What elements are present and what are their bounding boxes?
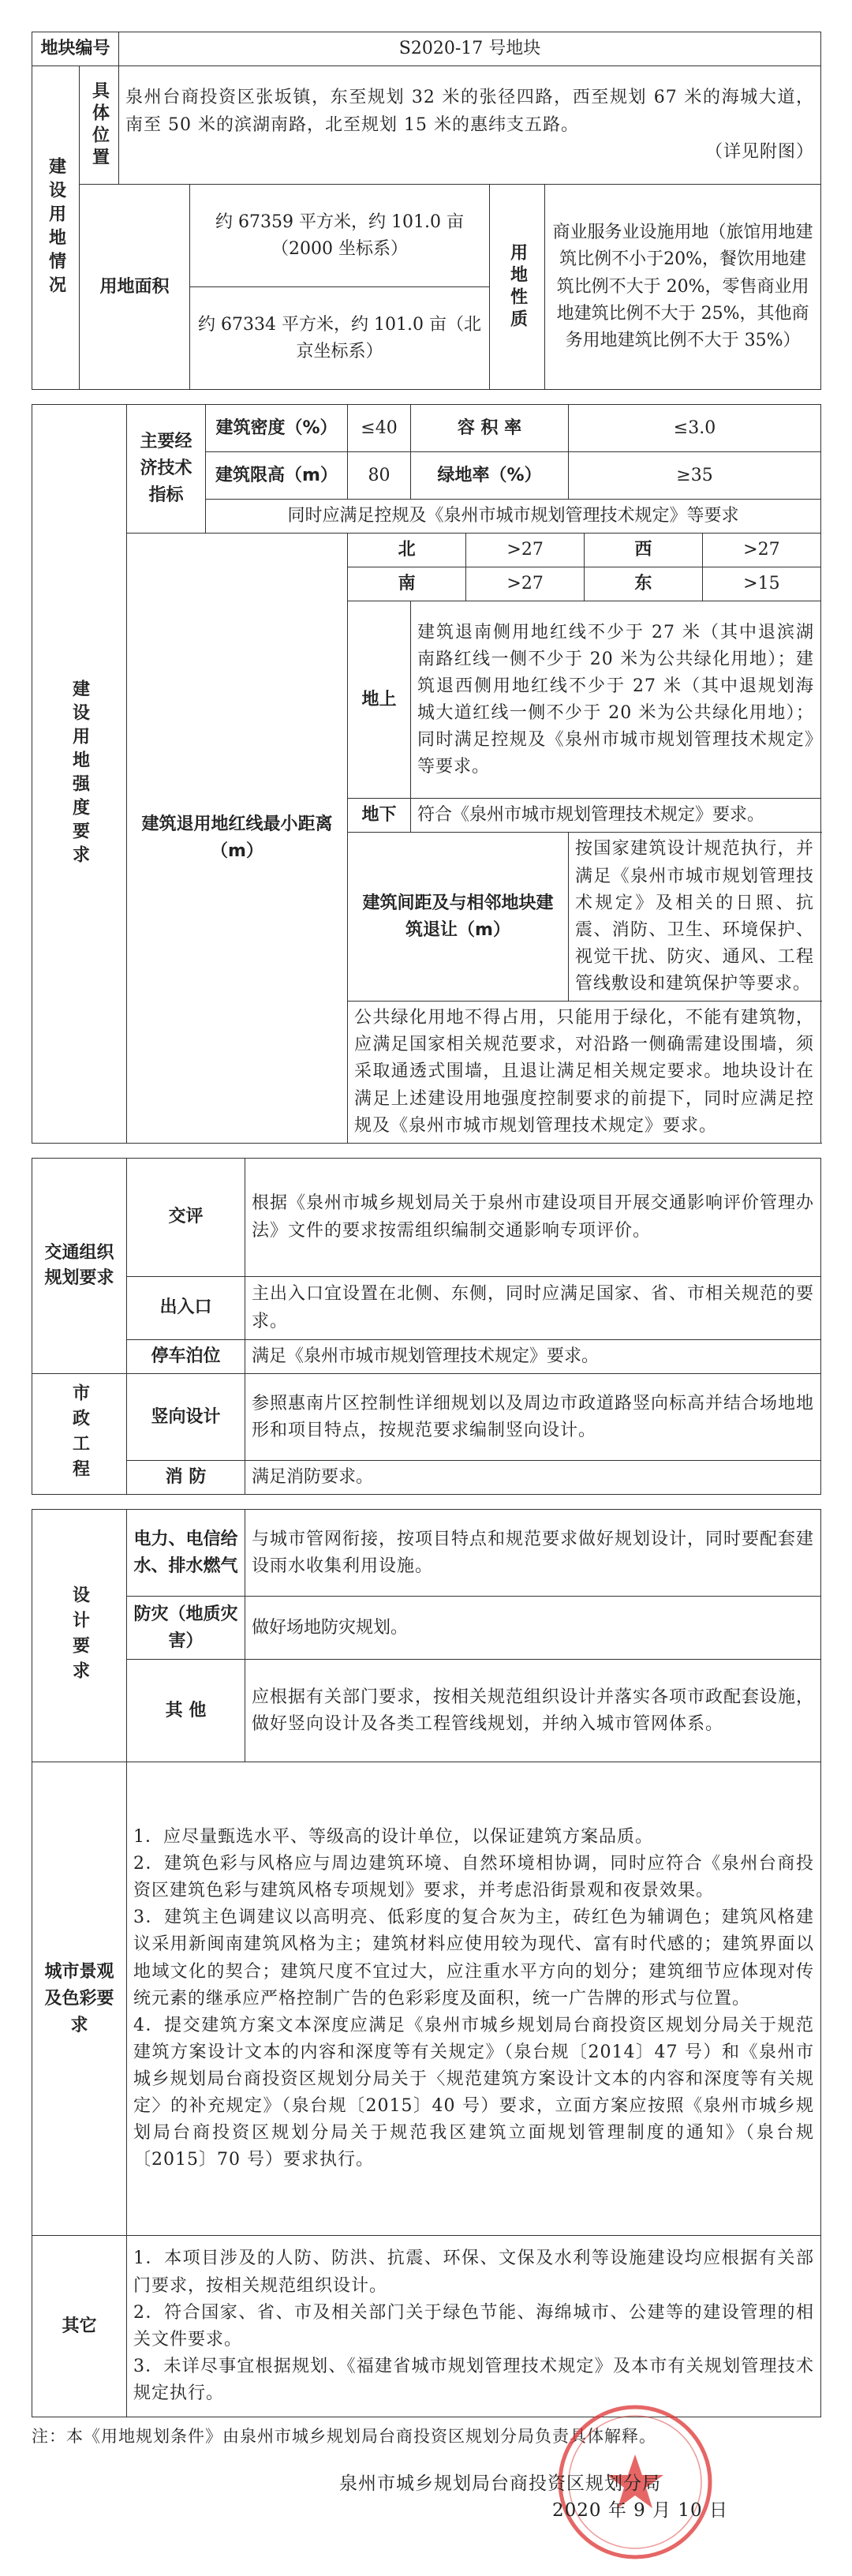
dir-west: 西 [585, 534, 703, 567]
other-design-label: 其 他 [127, 1660, 245, 1762]
eval-label: 交评 [127, 1159, 245, 1277]
location-text: 泉州台商投资区张坂镇，东至规划 32 米的张径四路，西至规划 67 米的海城大道，南至 50 米的滨湖南路，北至规划 15 米的惠纬支五路。 [125, 88, 815, 135]
disaster-text: 做好场地防灾规划。 [245, 1597, 821, 1660]
density-value: ≤40 [348, 405, 411, 452]
location-label: 具体位置 [80, 66, 119, 185]
signature-date: 2020 年 9 月 10 日 [552, 2500, 728, 2521]
municipal-section-label: 市政工程 [32, 1374, 127, 1495]
traffic-municipal-table [32, 1158, 821, 1495]
far-label: 容 积 率 [411, 405, 569, 452]
other-item: 2．符合国家、省、市及相关部门关于绿色节能、海绵城市、公建等的建设管理的相关文件要求。 [133, 2302, 814, 2349]
nature-label: 用地性质 [490, 185, 545, 390]
entrance-text: 主出入口宜设置在北侧、东侧，同时应满足国家、省、市相关规范的要求。 [245, 1277, 821, 1340]
econ-label: 主要经济技术指标 [127, 405, 206, 534]
above-text: 建筑退南侧用地红线不少于 27 米（其中退滨湖南路红线一侧不少于 20 米为公共绿化用地）；建筑退西侧用地红线不少于 27 米（其中退规划海城大道红线一侧不少于 20 米为公共绿化用地）；同时满足控规及《泉州市城市规划管理技术规定》等要求。 [411, 601, 821, 799]
area-label: 用地面积 [80, 185, 190, 390]
val-east: >15 [702, 567, 820, 601]
design-table [32, 1509, 821, 2417]
below-text: 符合《泉州市城市规划管理技术规定》要求。 [411, 799, 821, 833]
above-label: 地上 [348, 601, 411, 799]
utility-label: 电力、电信给水、排水燃气 [127, 1510, 245, 1597]
vertical-label: 竖向设计 [127, 1374, 245, 1461]
dir-north: 北 [348, 534, 466, 567]
intensity-table [32, 404, 821, 1144]
val-west: >27 [702, 534, 820, 567]
landscape-item: 1．应尽量甄选水平、等级高的设计单位，以保证建筑方案品质。 [133, 1827, 653, 1848]
height-label: 建筑限高（m） [206, 452, 348, 500]
site-section-label: 建设用地情况 [32, 66, 80, 390]
other-item: 1．本项目涉及的人防、防洪、抗震、环保、文保及水利等设施建设均应根据有关部门要求，按相关规范组织设计。 [133, 2248, 814, 2296]
block-value: S2020-17 号地块 [119, 32, 821, 66]
area-2000: 约 67359 平方米，约 101.0 亩（2000 坐标系） [190, 185, 490, 287]
spacing-label: 建筑间距及与相邻地块建筑退让（m） [348, 833, 569, 1002]
utility-text: 与城市管网衔接，按项目特点和规范要求做好规划设计，同时要配套建设雨水收集利用设施。 [245, 1510, 821, 1597]
green-label: 绿地率（%） [411, 452, 569, 500]
landscape-item: 2．建筑色彩与风格应与周边建筑环境、自然环境相协调，同时应符合《泉州台商投资区建筑色彩与建筑风格专项规划》要求，并考虑沿街景观和夜景效果。 [133, 1854, 814, 1901]
far-value: ≤3.0 [569, 405, 821, 452]
landscape-label: 城市景观及色彩要求 [32, 1762, 127, 2236]
spacing-text: 按国家建筑设计规范执行，并满足《泉州市城市规划管理技术规定》及相关的日照、抗震、消防、卫生、环境保护、视觉干扰、防灾、通风、工程管线敷设和建筑保护等要求。 [569, 833, 821, 1002]
landscape-item: 3．建筑主色调建议以高明亮、低彩度的复合灰为主，砖红色为辅调色；建筑风格建议采用新闽南建筑风格为主；建筑材料应使用较为现代、富有时代感的；建筑界面以地域文化的契合；建筑尺度不宜过大，应注重水平方向的划分；建筑细节应体现对传统元素的继承应严格控制广告的色彩彩度及面积，统一广告牌的形式与位置。 [133, 1908, 814, 2009]
parking-text: 满足《泉州市城市规划管理技术规定》要求。 [245, 1340, 821, 1374]
traffic-section-label: 交通组织规划要求 [32, 1159, 127, 1374]
fire-text: 满足消防要求。 [245, 1461, 821, 1495]
setback-direction-grid [348, 534, 820, 601]
footnote: 注：本《用地规划条件》由泉州市城乡规划局台商投资区规划分局负责具体解释。 [32, 2427, 656, 2447]
signature-org: 泉州市城乡规划局台商投资区规划分局 [339, 2473, 661, 2494]
location-note: （详见附图） [705, 141, 815, 162]
density-label: 建筑密度（%） [206, 405, 348, 452]
fire-label: 消 防 [127, 1461, 245, 1495]
val-south: >27 [466, 567, 585, 601]
econ-note: 同时应满足控规及《泉州市城市规划管理技术规定》等要求 [206, 500, 821, 534]
vertical-text: 参照惠南片区控制性详细规划以及周边市政道路竖向标高并结合场地地形和项目特点，按规范要求编制竖向设计。 [245, 1374, 821, 1461]
intensity-section-label: 建设用地强度要求 [32, 405, 127, 1144]
disaster-label: 防灾（地质灾害） [127, 1597, 245, 1660]
below-label: 地下 [348, 799, 411, 833]
other-design-text: 应根据有关部门要求，按相关规范组织设计并落实各项市政配套设施，做好竖向设计及各类工程管线规划，并纳入城市管网体系。 [245, 1660, 821, 1762]
eval-text: 根据《泉州市城乡规划局关于泉州市建设项目开展交通影响评价管理办法》文件的要求按需组织编制交通影响专项评价。 [245, 1159, 821, 1277]
setback-label: 建筑退用地红线最小距离（m） [127, 534, 348, 1144]
site-table [32, 32, 821, 390]
nature-text: 商业服务业设施用地（旅馆用地建筑比例不小于20%，餐饮用地建筑比例不大于 20%，零售商业用地建筑比例不大于 25%，其他商务用地建筑比例不大于 35%） [545, 185, 821, 390]
entrance-label: 出入口 [127, 1277, 245, 1340]
landscape-item: 4．提交建筑方案文本深度应满足《泉州市城乡规划局台商投资区规划分局关于规范建筑方案设计文本的内容和深度等有关规定》（泉台规〔2014〕47 号）和《泉州市城乡规划局台商投资区规划分局关于〈规范建筑方案设计文本的内容和深度等有关规定〉的补充规定》（泉台规〔2015〕40 号）要求，立面方案应按照《泉州市城乡规划局台商投资区规划分局关于规范我区建筑立面规划管理制度的通知》（泉台规〔2015〕70 号）要求执行。 [133, 2015, 814, 2170]
block-label: 地块编号 [32, 32, 119, 66]
dir-south: 南 [348, 567, 466, 601]
parking-label: 停车泊位 [127, 1340, 245, 1374]
height-value: 80 [348, 452, 411, 500]
planning-conditions-document [32, 32, 820, 2450]
area-beijing: 约 67334 平方米，约 101.0 亩（北京坐标系） [190, 287, 490, 390]
design-section-label: 设计要求 [32, 1510, 127, 1762]
green-value: ≥35 [569, 452, 821, 500]
dir-east: 东 [585, 567, 703, 601]
other-label: 其它 [32, 2236, 127, 2417]
green-rule: 公共绿化用地不得占用，只能用于绿化，不能有建筑物，应满足国家相关规范要求，对沿路一侧确需建设围墙，须采取通透式围墙，且退让满足相关规定要求。地块设计在满足上述建设用地强度控制要求的前提下，同时应满足控规及《泉州市城市规划管理技术规定》要求。 [348, 1002, 821, 1144]
val-north: >27 [466, 534, 585, 567]
other-item: 3．未详尽事宜根据规划、《福建省城市规划管理技术规定》及本市有关规划管理技术规定执行。 [133, 2356, 814, 2403]
